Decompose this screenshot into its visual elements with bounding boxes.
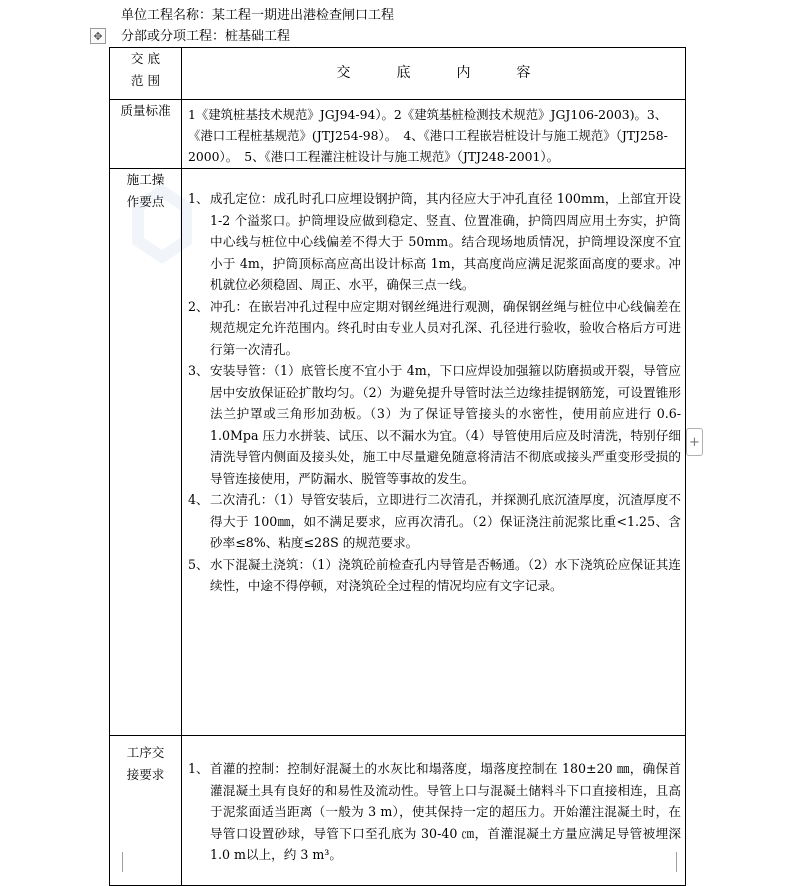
header-content-cell: [182, 48, 686, 100]
item-number: 1、: [188, 761, 209, 776]
item-text: 二次清孔：（1）导管安装后，立即进行二次清孔，并探测孔底沉渣厚度，沉渣厚度不得大于 100㎜，如不满足要求，应再次清孔。（2）保证浇注前泥浆比重<1.25、含砂率≤8%、粘度≤28S 的规范要求。: [210, 492, 681, 550]
quality-standard-cell: [182, 100, 686, 169]
handover-label-text: 工序交接要求: [126, 745, 165, 782]
list-item: [188, 489, 681, 554]
item-text: 冲孔：在嵌岩冲孔过程中应定期对钢丝绳进行观测，确保钢丝绳与桩位中心线偏差在规范规定允许范围内。终孔时由专业人员对孔深、孔径进行验收，验收合格后方可进行第一次清孔。: [210, 298, 681, 357]
list-item: [188, 758, 681, 866]
operation-points-label: [110, 169, 182, 736]
header-content-label: 交底内容: [336, 64, 577, 81]
add-row-plus-icon[interactable]: +: [686, 428, 703, 456]
item-text: 安装导管：（1）底管长度不宜小于 4m，下口应焊设加强箍以防磨损或开裂，导管应居中安放保证砼扩散均匀。（2）为避免提升导管时法兰边缘挂提钢筋笼，可设置锥形法兰护罩或三角形加劲板。（3）为了保证导管接头的水密性，使用前应进行 0.6-1.0Mpa 压力水拼装、试压、以不漏水为宜。（4）导管使用后应及时清洗，特别仔细清洗导管内侧面及接头处，施工中尽量避免随意将清洁不彻底或接头严重变形受损的导管连接使用，严防漏水、脱管等事故的发生。: [210, 363, 681, 486]
table-move-handle-icon[interactable]: ✥: [90, 28, 106, 44]
quality-standard-text: 1《建筑桩基技术规范》JGJ94-94）。2《建筑基桩检测技术规范》JGJ106-2003)。3、《港口工程桩基规范》(JTJ254-98）。 4、《港口工程嵌岩桩设计与施工规范》（JTJ258-2000）。 5、《港口工程灌注桩设计与施工规范》（JTJ248-2001）。: [188, 107, 668, 164]
project-name: 单位工程名称：某工程一期进出港检查闸口工程: [121, 8, 395, 23]
list-item: [188, 188, 681, 296]
item-number: 1、: [188, 191, 209, 206]
operation-points-label-text: 施工操作要点: [126, 172, 165, 209]
item-text: 水下混凝土浇筑：（1）浇筑砼前检查孔内导管是否畅通。（2）水下浇筑砼应保证其连续性，中途不得停顿，对浇筑砼全过程的情况均应有文字记录。: [210, 556, 681, 593]
subproject-name: 分部或分项工程：桩基础工程: [121, 29, 291, 44]
item-number: 2、: [188, 298, 209, 314]
disclosure-table: [109, 47, 686, 886]
item-text: 成孔定位：成孔时孔口应埋设钢护筒，其内径应大于冲孔直径 100mm，上部宜开设 1-2 个溢浆口。护筒埋设应做到稳定、竖直、位置准确，护筒四周应用土夯实，护筒中心线与桩位中心线偏差不得大于 50mm。结合现场地质情况，护筒埋设深度不宜小于 4m，护筒顶标高应高出设计标高 1m，其高度尚应满足泥浆面高度的要求。冲机就位必须稳固、周正、水平，确保三点一线。: [210, 191, 681, 292]
item-number: 4、: [188, 492, 209, 507]
header-scope-cell: [110, 48, 182, 100]
item-number: 5、: [188, 556, 209, 572]
handover-cell: [182, 736, 686, 886]
list-item: [188, 554, 681, 597]
quality-standard-label: 质量标准: [110, 100, 182, 169]
item-text: 首灌的控制：控制好混凝土的水灰比和塌落度，塌落度控制在 180±20 ㎜，确保首灌混凝土具有良好的和易性及流动性。导管上口与混凝土储料斗下口直接相连，且高于泥浆面适当距离（一般为 3 m），使其保持一定的超压力。开始灌注混凝土时，在导管口设置砂球，导管下口至孔底为 30-40 ㎝，首灌混凝土方量应满足导管被埋深 1.0 m以上，约 3 m³。: [210, 761, 681, 862]
operation-points-cell: [182, 169, 686, 736]
header-scope-label: 交 底 范 围: [130, 51, 161, 88]
item-number: 3、: [188, 363, 209, 378]
list-item: [188, 296, 681, 361]
page-corner-mark: [110, 852, 123, 872]
list-item: [188, 360, 681, 489]
page-corner-mark: [676, 852, 689, 872]
